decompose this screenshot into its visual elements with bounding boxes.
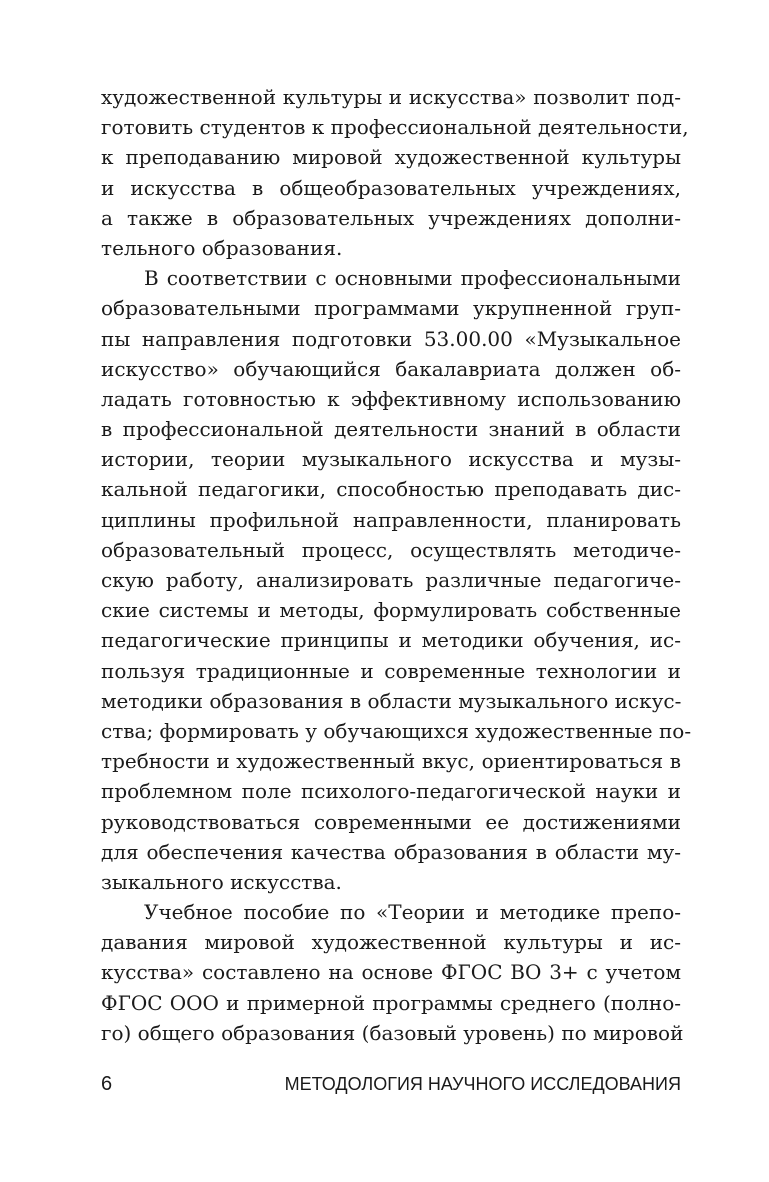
text-line: и искусства в общеобразовательных учреждениях,	[101, 175, 681, 200]
text-line: давания мировой художественной культуры и ис-	[101, 930, 681, 955]
body-text	[101, 82, 692, 1048]
text-line: пользуя традиционные и современные технологии и	[101, 658, 681, 683]
text-line: кусства» составлено на основе ФГОС ВО 3+ с учетом	[101, 960, 681, 985]
text-line: к преподаванию мировой художественной культуры	[101, 145, 681, 170]
text-line: искусство» обучающийся бакалавриата должен об-	[101, 356, 681, 381]
text-line: для обеспечения качества образования в области му-	[101, 839, 681, 864]
text-line: зыкального искусства.	[101, 869, 342, 894]
text-line: ские системы и методы, формулировать собственные	[101, 598, 681, 623]
text-line: а также в образовательных учреждениях дополни-	[101, 205, 681, 230]
text-line: В соответствии с основными профессиональными	[144, 266, 681, 291]
page-footer	[101, 1073, 681, 1103]
text-line: готовить студентов к профессиональной деятельности,	[101, 115, 689, 140]
text-line: художественной культуры и искусства» позволит под-	[101, 85, 681, 109]
text-line: ФГОС ООО и примерной программы среднего (полно-	[101, 990, 681, 1015]
text-line: Учебное пособие по «Теории и методике препо-	[144, 900, 681, 925]
text-line: истории, теории музыкального искусства и музы-	[101, 447, 681, 472]
text-line: требности и художественный вкус, ориентироваться в	[101, 749, 681, 774]
text-line: скую работу, анализировать различные педагогиче-	[101, 568, 681, 592]
text-line: образовательными программами укрупненной груп-	[101, 296, 681, 321]
running-title: МЕТОДОЛОГИЯ НАУЧНОГО ИССЛЕДОВАНИЯ	[284, 1074, 681, 1094]
text-line: образовательный процесс, осуществлять методиче-	[101, 537, 681, 562]
text-line: кальной педагогики, способностью преподавать дис-	[101, 477, 681, 502]
text-line: педагогические принципы и методики обучения, ис-	[101, 628, 681, 653]
text-line: ства; формировать у обучающихся художественные по-	[101, 718, 692, 743]
text-line: циплины профильной направленности, планировать	[101, 507, 681, 532]
text-line: руководствоваться современными ее достижениями	[101, 809, 681, 834]
text-line: го) общего образования (базовый уровень) по мировой	[101, 1020, 684, 1045]
page-number: 6	[101, 1073, 113, 1095]
text-line: проблемном поле психолого-педагогической науки и	[101, 779, 681, 804]
text-line: методики образования в области музыкального искус-	[101, 688, 682, 713]
text-line: ладать готовностью к эффективному использованию	[101, 386, 681, 411]
text-line: пы направления подготовки 53.00.00 «Музыкальное	[101, 326, 681, 351]
text-line: в профессиональной деятельности знаний в области	[101, 417, 681, 442]
text-line: тельного образования.	[101, 235, 343, 260]
